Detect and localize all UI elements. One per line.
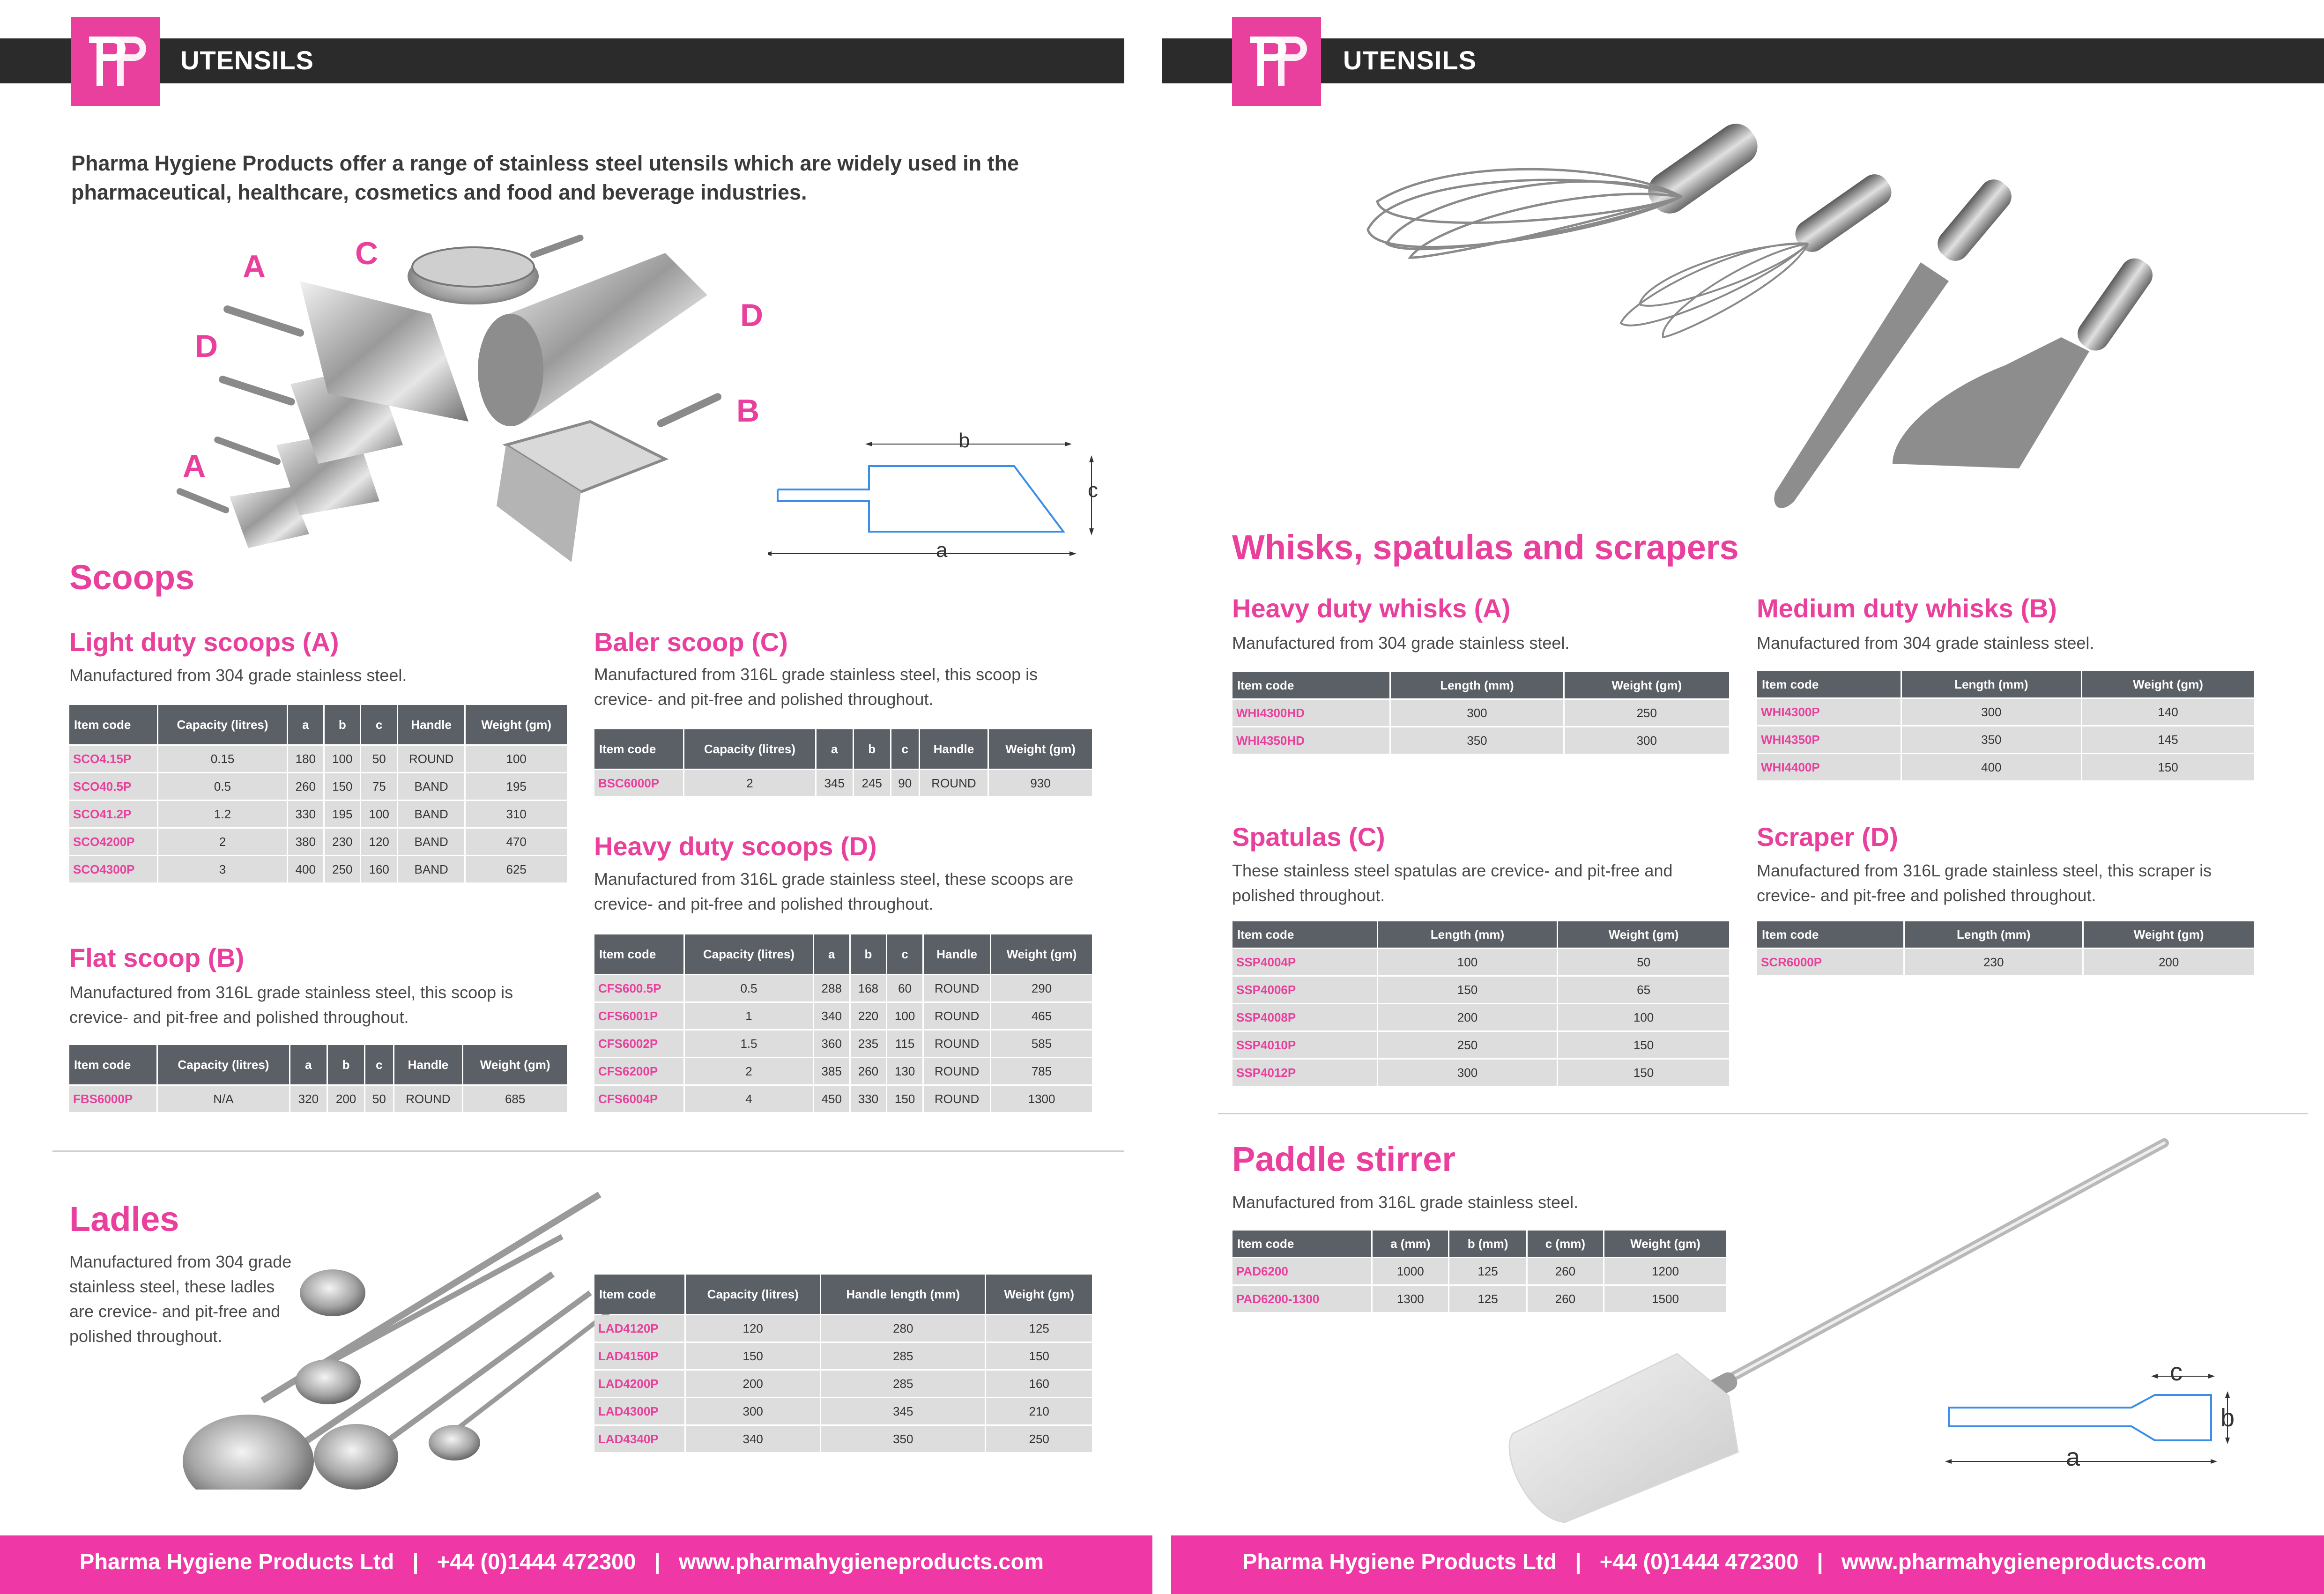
table-cell: 1300 bbox=[991, 1086, 1092, 1112]
item-code: SCO41.2P bbox=[69, 801, 157, 827]
column-header: c bbox=[891, 729, 919, 769]
table-cell: ROUND bbox=[924, 975, 990, 1001]
heavy-duty-whisks-title: Heavy duty whisks (A) bbox=[1232, 593, 1511, 623]
table-cell: 330 bbox=[288, 801, 323, 827]
medium-duty-whisks-table bbox=[1756, 670, 2255, 782]
table-cell: 180 bbox=[288, 746, 323, 772]
column-header: Item code bbox=[69, 1045, 156, 1084]
column-header: Weight (gm) bbox=[989, 729, 1092, 769]
table-cell: BAND bbox=[398, 829, 464, 855]
table-cell: 585 bbox=[991, 1031, 1092, 1057]
header-title-left: UTENSILS bbox=[180, 45, 314, 75]
table-cell: 340 bbox=[814, 1003, 849, 1029]
table-cell: 1200 bbox=[1604, 1258, 1726, 1284]
paddle-stirrer-desc: Manufactured from 316L grade stainless steel. bbox=[1232, 1193, 1579, 1212]
table-cell: 260 bbox=[1528, 1286, 1603, 1312]
column-header: Item code bbox=[594, 934, 683, 974]
dimension-label-b: b bbox=[2220, 1404, 2235, 1432]
table-cell: 320 bbox=[290, 1086, 327, 1112]
table-cell: ROUND bbox=[924, 1086, 990, 1112]
table-row bbox=[594, 1371, 1092, 1397]
table-cell: 100 bbox=[887, 1003, 922, 1029]
table-cell: 288 bbox=[814, 975, 849, 1001]
table-row bbox=[69, 829, 567, 855]
table-cell: 345 bbox=[821, 1398, 985, 1424]
column-header: Weight (gm) bbox=[1604, 1231, 1726, 1257]
column-header: Handle length (mm) bbox=[821, 1275, 985, 1314]
column-header: Capacity (litres) bbox=[158, 1045, 289, 1084]
table-row bbox=[1233, 1032, 1729, 1058]
column-header: b bbox=[854, 729, 890, 769]
table-cell: 300 bbox=[686, 1398, 820, 1424]
footer-contact-right: Pharma Hygiene Products Ltd | +44 (0)1444 472300 | www.pharmahygieneproducts.com bbox=[1242, 1549, 2206, 1574]
footer-contact-left: Pharma Hygiene Products Ltd | +44 (0)1444 472300 | www.pharmahygieneproducts.com bbox=[80, 1549, 1044, 1574]
table-row bbox=[594, 770, 1092, 796]
table-cell: 285 bbox=[821, 1343, 985, 1369]
light-duty-scoops-title: Light duty scoops (A) bbox=[69, 627, 339, 657]
table-cell: 120 bbox=[686, 1315, 820, 1342]
column-header: c (mm) bbox=[1528, 1231, 1603, 1257]
light-duty-scoops-desc: Manufactured from 304 grade stainless steel. bbox=[69, 666, 407, 685]
item-code: SCO4200P bbox=[69, 829, 157, 855]
column-header: b bbox=[325, 705, 360, 744]
photo-label-b: B bbox=[736, 393, 760, 429]
column-header: Weight (gm) bbox=[2082, 671, 2254, 697]
table-cell: 450 bbox=[814, 1086, 849, 1112]
table-row bbox=[1757, 727, 2254, 753]
column-header: Item code bbox=[1757, 671, 1901, 697]
table-cell: 235 bbox=[851, 1031, 886, 1057]
table-cell: 230 bbox=[1905, 949, 2082, 975]
table-cell: 400 bbox=[1902, 754, 2081, 780]
item-code: LAD4340P bbox=[594, 1426, 684, 1452]
table-cell: 100 bbox=[466, 746, 567, 772]
column-header: Weight (gm) bbox=[463, 1045, 567, 1084]
item-code: PAD6200 bbox=[1233, 1258, 1371, 1284]
table-cell: 195 bbox=[466, 773, 567, 800]
column-header: Weight (gm) bbox=[1565, 672, 1729, 698]
paddle-dimension-diagram bbox=[1944, 1358, 2235, 1480]
item-code: WHI4300P bbox=[1757, 699, 1901, 725]
header-bar-right bbox=[1162, 38, 2324, 83]
column-header: Weight (gm) bbox=[1558, 921, 1729, 948]
table-cell: BAND bbox=[398, 773, 464, 800]
column-header: Item code bbox=[1233, 672, 1389, 698]
ladles-table bbox=[593, 1273, 1093, 1453]
column-header: Capacity (litres) bbox=[685, 934, 812, 974]
dimension-label-c: c bbox=[1088, 479, 1098, 502]
table-cell: 360 bbox=[814, 1031, 849, 1057]
table-cell: ROUND bbox=[924, 1031, 990, 1057]
light-duty-scoops-table bbox=[68, 704, 568, 884]
table-row bbox=[594, 1086, 1092, 1112]
whisks-section-heading: Whisks, spatulas and scrapers bbox=[1232, 528, 1739, 567]
table-cell: 4 bbox=[685, 1086, 812, 1112]
table-cell: 2 bbox=[685, 1058, 812, 1084]
table-cell: 195 bbox=[325, 801, 360, 827]
table-cell: 150 bbox=[686, 1343, 820, 1369]
table-row bbox=[594, 1058, 1092, 1084]
ladles-heading: Ladles bbox=[69, 1200, 179, 1238]
table-cell: 290 bbox=[991, 975, 1092, 1001]
dimension-label-a: a bbox=[2066, 1443, 2080, 1471]
item-code: SSP4010P bbox=[1233, 1032, 1377, 1058]
item-code: WHI4350P bbox=[1757, 727, 1901, 753]
table-cell: 150 bbox=[986, 1343, 1092, 1369]
table-cell: 260 bbox=[851, 1058, 886, 1084]
item-code: SSP4004P bbox=[1233, 949, 1377, 975]
column-header: b bbox=[328, 1045, 364, 1084]
item-code: CFS6200P bbox=[594, 1058, 683, 1084]
table-cell: 125 bbox=[1449, 1286, 1526, 1312]
table-cell: 200 bbox=[686, 1371, 820, 1397]
table-row bbox=[1233, 700, 1729, 726]
table-row bbox=[1233, 727, 1729, 754]
column-header: a bbox=[814, 934, 849, 974]
heavy-duty-scoops-title: Heavy duty scoops (D) bbox=[594, 831, 877, 861]
table-row bbox=[594, 1003, 1092, 1029]
item-code: LAD4150P bbox=[594, 1343, 684, 1369]
column-header: Item code bbox=[1233, 921, 1377, 948]
column-header: b bbox=[851, 934, 886, 974]
table-cell: 300 bbox=[1902, 699, 2081, 725]
table-cell: ROUND bbox=[398, 746, 464, 772]
photo-label-a: A bbox=[243, 249, 266, 284]
table-row bbox=[69, 746, 567, 772]
table-row bbox=[1757, 754, 2254, 780]
dimension-label-c: c bbox=[2170, 1358, 2183, 1386]
table-cell: 300 bbox=[1378, 1060, 1557, 1086]
paddle-stirrer-heading: Paddle stirrer bbox=[1232, 1140, 1456, 1179]
table-cell: 685 bbox=[463, 1086, 567, 1112]
ladles-photo bbox=[178, 1180, 628, 1490]
table-cell: 150 bbox=[325, 773, 360, 800]
table-cell: 100 bbox=[1378, 949, 1557, 975]
table-cell: 1 bbox=[685, 1003, 812, 1029]
table-row bbox=[594, 1398, 1092, 1424]
table-cell: 625 bbox=[466, 856, 567, 882]
table-cell: 60 bbox=[887, 975, 922, 1001]
table-cell: 1500 bbox=[1604, 1286, 1726, 1312]
spatulas-desc: These stainless steel spatulas are crevice- and pit-free and polished throughout. bbox=[1232, 861, 1673, 905]
column-header: Length (mm) bbox=[1378, 921, 1557, 948]
item-code: SSP4006P bbox=[1233, 977, 1377, 1003]
column-header: Handle bbox=[920, 729, 988, 769]
table-cell: ROUND bbox=[920, 770, 988, 796]
table-cell: 2 bbox=[158, 829, 286, 855]
item-code: LAD4120P bbox=[594, 1315, 684, 1342]
flat-scoop-table bbox=[68, 1044, 568, 1113]
table-cell: 350 bbox=[1391, 727, 1563, 754]
flat-scoop-desc: Manufactured from 316L grade stainless steel, this scoop is crevice- and pit-free and polished throughout. bbox=[69, 983, 513, 1027]
table-row bbox=[69, 856, 567, 882]
header-bar-left bbox=[0, 38, 1124, 83]
table-cell: 2 bbox=[684, 770, 815, 796]
table-cell: 250 bbox=[1565, 700, 1729, 726]
table-row bbox=[594, 1031, 1092, 1057]
table-cell: ROUND bbox=[394, 1086, 462, 1112]
item-code: SCR6000P bbox=[1757, 949, 1903, 975]
table-cell: ROUND bbox=[924, 1058, 990, 1084]
table-cell: 300 bbox=[1565, 727, 1729, 754]
heavy-duty-scoops-table bbox=[593, 933, 1093, 1113]
item-code: CFS6001P bbox=[594, 1003, 683, 1029]
table-cell: 260 bbox=[288, 773, 323, 800]
table-cell: 1000 bbox=[1373, 1258, 1448, 1284]
column-header: b (mm) bbox=[1449, 1231, 1526, 1257]
ladles-desc-line: stainless steel, these ladles bbox=[69, 1277, 275, 1296]
column-header: Item code bbox=[1233, 1231, 1371, 1257]
column-header: Length (mm) bbox=[1902, 671, 2081, 697]
ladles-desc-line: are crevice- and pit-free and bbox=[69, 1302, 281, 1321]
column-header: Capacity (litres) bbox=[686, 1275, 820, 1314]
column-header: Handle bbox=[924, 934, 990, 974]
table-cell: 330 bbox=[851, 1086, 886, 1112]
table-cell: 470 bbox=[466, 829, 567, 855]
item-code: SCO40.5P bbox=[69, 773, 157, 800]
table-cell: 0.5 bbox=[685, 975, 812, 1001]
brand-logo-right bbox=[1232, 17, 1321, 106]
column-header: a bbox=[288, 705, 323, 744]
table-cell: BAND bbox=[398, 801, 464, 827]
table-cell: 115 bbox=[887, 1031, 922, 1057]
table-row bbox=[1233, 1060, 1729, 1086]
table-row bbox=[1233, 977, 1729, 1003]
table-cell: 200 bbox=[1378, 1004, 1557, 1031]
table-cell: 150 bbox=[1558, 1032, 1729, 1058]
table-cell: 380 bbox=[288, 829, 323, 855]
item-code: SCO4300P bbox=[69, 856, 157, 882]
table-cell: 150 bbox=[1558, 1060, 1729, 1086]
column-header: a bbox=[817, 729, 853, 769]
whisks-spatulas-photo bbox=[1359, 103, 2155, 515]
table-cell: 50 bbox=[1558, 949, 1729, 975]
table-cell: 230 bbox=[325, 829, 360, 855]
table-cell: ROUND bbox=[924, 1003, 990, 1029]
table-cell: 0.15 bbox=[158, 746, 286, 772]
heavy-duty-whisks-desc: Manufactured from 304 grade stainless steel. bbox=[1232, 633, 1570, 652]
table-cell: 100 bbox=[325, 746, 360, 772]
column-header: Capacity (litres) bbox=[684, 729, 815, 769]
item-code: SSP4012P bbox=[1233, 1060, 1377, 1086]
table-cell: 300 bbox=[1391, 700, 1563, 726]
intro-text: Pharma Hygiene Products offer a range of stainless steel utensils which are widely used in the pharmaceutical, healthcare, cosmetics and food and beverage industries. bbox=[71, 151, 1019, 204]
baler-scoop-table bbox=[593, 728, 1093, 798]
column-header: Handle bbox=[394, 1045, 462, 1084]
spatulas-table bbox=[1231, 920, 1730, 1087]
column-header: Length (mm) bbox=[1905, 921, 2082, 948]
medium-duty-whisks-desc: Manufactured from 304 grade stainless steel. bbox=[1757, 633, 2094, 652]
column-header: Weight (gm) bbox=[991, 934, 1092, 974]
table-cell: 310 bbox=[466, 801, 567, 827]
table-cell: 350 bbox=[1902, 727, 2081, 753]
column-header: Length (mm) bbox=[1391, 672, 1563, 698]
table-cell: 220 bbox=[851, 1003, 886, 1029]
table-cell: 245 bbox=[854, 770, 890, 796]
table-row bbox=[594, 1343, 1092, 1369]
section-divider bbox=[1218, 1113, 2308, 1114]
column-header: Item code bbox=[1757, 921, 1903, 948]
table-cell: 385 bbox=[814, 1058, 849, 1084]
table-cell: 1.5 bbox=[685, 1031, 812, 1057]
table-row bbox=[69, 773, 567, 800]
item-code: CFS6004P bbox=[594, 1086, 683, 1112]
header-title-right: UTENSILS bbox=[1343, 45, 1477, 75]
item-code: WHI4350HD bbox=[1233, 727, 1389, 754]
spatulas-title: Spatulas (C) bbox=[1232, 822, 1385, 852]
table-row bbox=[594, 975, 1092, 1001]
table-row bbox=[69, 1086, 567, 1112]
table-cell: 150 bbox=[887, 1086, 922, 1112]
table-cell: 785 bbox=[991, 1058, 1092, 1084]
table-cell: 340 bbox=[686, 1426, 820, 1452]
item-code: LAD4200P bbox=[594, 1371, 684, 1397]
item-code: CFS6002P bbox=[594, 1031, 683, 1057]
column-header: Weight (gm) bbox=[466, 705, 567, 744]
table-cell: 150 bbox=[2082, 754, 2254, 780]
table-cell: 250 bbox=[325, 856, 360, 882]
table-cell: 280 bbox=[821, 1315, 985, 1342]
scraper-table bbox=[1756, 920, 2255, 977]
table-cell: 50 bbox=[361, 746, 396, 772]
column-header: Item code bbox=[69, 705, 157, 744]
table-cell: 160 bbox=[986, 1371, 1092, 1397]
item-code: WHI4300HD bbox=[1233, 700, 1389, 726]
item-code: PAD6200-1300 bbox=[1233, 1286, 1371, 1312]
medium-duty-whisks-title: Medium duty whisks (B) bbox=[1757, 593, 2057, 623]
column-header: Capacity (litres) bbox=[158, 705, 286, 744]
table-cell: 400 bbox=[288, 856, 323, 882]
table-cell: 285 bbox=[821, 1371, 985, 1397]
photo-label-a: A bbox=[183, 448, 206, 484]
item-code: SSP4008P bbox=[1233, 1004, 1377, 1031]
column-header: Handle bbox=[398, 705, 464, 744]
section-divider bbox=[52, 1150, 1124, 1152]
item-code: FBS6000P bbox=[69, 1086, 156, 1112]
heavy-duty-scoops-desc: Manufactured from 316L grade stainless steel, these scoops are crevice- and pit-free and polished throughout. bbox=[594, 869, 1074, 913]
table-row bbox=[1757, 699, 2254, 725]
table-cell: 260 bbox=[1528, 1258, 1603, 1284]
item-code: SCO4.15P bbox=[69, 746, 157, 772]
table-row bbox=[594, 1426, 1092, 1452]
table-cell: 250 bbox=[986, 1426, 1092, 1452]
table-cell: 1300 bbox=[1373, 1286, 1448, 1312]
table-cell: 465 bbox=[991, 1003, 1092, 1029]
table-cell: 100 bbox=[1558, 1004, 1729, 1031]
column-header: c bbox=[361, 705, 396, 744]
dimension-label-a: a bbox=[936, 539, 948, 562]
baler-scoop-title: Baler scoop (C) bbox=[594, 627, 788, 657]
table-cell: 65 bbox=[1558, 977, 1729, 1003]
table-cell: 210 bbox=[986, 1398, 1092, 1424]
item-code: CFS600.5P bbox=[594, 975, 683, 1001]
scraper-desc: Manufactured from 316L grade stainless steel, this scraper is crevice- and pit-free and polished throughout. bbox=[1757, 861, 2212, 905]
table-cell: 50 bbox=[365, 1086, 393, 1112]
item-code: BSC6000P bbox=[594, 770, 683, 796]
table-cell: BAND bbox=[398, 856, 464, 882]
column-header: Weight (gm) bbox=[986, 1275, 1092, 1314]
photo-label-c: C bbox=[355, 236, 379, 271]
column-header: c bbox=[365, 1045, 393, 1084]
photo-label-d: D bbox=[195, 328, 218, 364]
ladles-desc-line: polished throughout. bbox=[69, 1327, 223, 1346]
column-header: a bbox=[290, 1045, 327, 1084]
table-cell: 345 bbox=[817, 770, 853, 796]
flat-scoop-title: Flat scoop (B) bbox=[69, 943, 245, 972]
ladles-desc-line: Manufactured from 304 grade bbox=[69, 1252, 292, 1271]
item-code: LAD4300P bbox=[594, 1398, 684, 1424]
table-cell: 100 bbox=[361, 801, 396, 827]
table-cell: 200 bbox=[328, 1086, 364, 1112]
table-row bbox=[1233, 1004, 1729, 1031]
table-cell: 930 bbox=[989, 770, 1092, 796]
table-row bbox=[69, 801, 567, 827]
table-cell: 168 bbox=[851, 975, 886, 1001]
table-cell: 0.5 bbox=[158, 773, 286, 800]
table-row bbox=[594, 1315, 1092, 1342]
table-cell: 200 bbox=[2084, 949, 2254, 975]
table-cell: N/A bbox=[158, 1086, 289, 1112]
table-row bbox=[1233, 949, 1729, 975]
photo-label-d: D bbox=[740, 297, 764, 333]
table-cell: 120 bbox=[361, 829, 396, 855]
table-cell: 350 bbox=[821, 1426, 985, 1452]
column-header: a (mm) bbox=[1373, 1231, 1448, 1257]
item-code: WHI4400P bbox=[1757, 754, 1901, 780]
column-header: Item code bbox=[594, 1275, 684, 1314]
table-cell: 125 bbox=[986, 1315, 1092, 1342]
baler-scoop-desc: Manufactured from 316L grade stainless steel, this scoop is crevice- and pit-free and polished throughout. bbox=[594, 665, 1038, 709]
dimension-label-b: b bbox=[958, 429, 970, 452]
column-header: c bbox=[887, 934, 922, 974]
table-cell: 1.2 bbox=[158, 801, 286, 827]
table-cell: 75 bbox=[361, 773, 396, 800]
table-cell: 130 bbox=[887, 1058, 922, 1084]
column-header: Item code bbox=[594, 729, 683, 769]
table-row bbox=[1757, 949, 2254, 975]
scoops-heading: Scoops bbox=[69, 558, 195, 597]
table-cell: 250 bbox=[1378, 1032, 1557, 1058]
table-cell: 90 bbox=[891, 770, 919, 796]
table-cell: 150 bbox=[1378, 977, 1557, 1003]
table-cell: 125 bbox=[1449, 1258, 1526, 1284]
table-cell: 140 bbox=[2082, 699, 2254, 725]
column-header: Weight (gm) bbox=[2084, 921, 2254, 948]
brand-logo-left bbox=[71, 17, 160, 106]
scraper-title: Scraper (D) bbox=[1757, 822, 1898, 852]
heavy-duty-whisks-table bbox=[1231, 671, 1730, 755]
table-cell: 3 bbox=[158, 856, 286, 882]
table-cell: 160 bbox=[361, 856, 396, 882]
table-cell: 145 bbox=[2082, 727, 2254, 753]
